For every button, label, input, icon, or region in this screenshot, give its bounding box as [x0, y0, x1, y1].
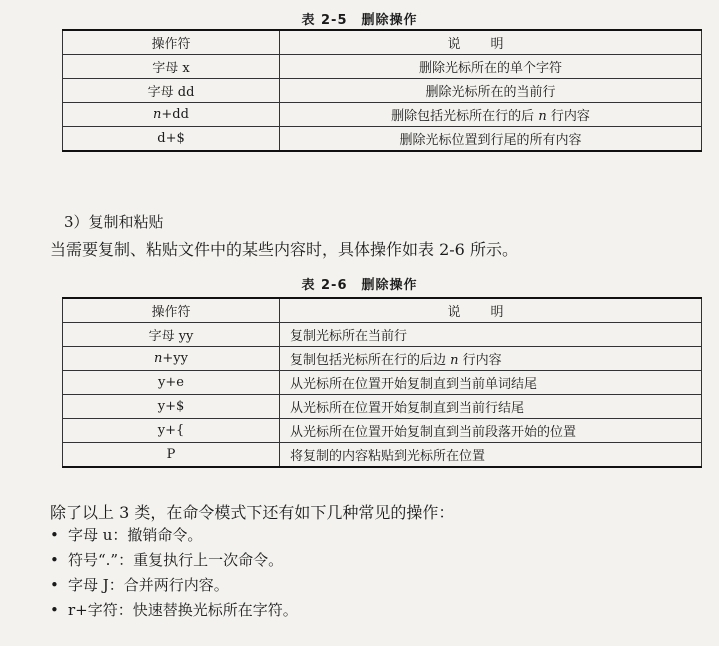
table-row [63, 323, 702, 347]
operator-cell [63, 55, 280, 79]
table-row [63, 443, 702, 468]
list-item [50, 598, 298, 623]
caption-title: 删除操作 [361, 13, 418, 28]
operations-list [50, 523, 298, 623]
list-item [50, 573, 298, 598]
operator-text: 字母 x [152, 61, 190, 76]
section-heading: 3）复制和粘贴 [64, 213, 164, 231]
list-item [50, 523, 298, 548]
table-row [63, 347, 702, 371]
operator-cell [63, 127, 280, 152]
header-description: 说明 [280, 298, 702, 323]
header-operator: 操作符 [63, 30, 280, 55]
delete-operations-table [62, 29, 702, 152]
description-text: 从光标所在位置开始复制直到当前单词结尾 [290, 377, 538, 392]
list-item-text: 符号“.”：重复执行上一次命令。 [68, 551, 284, 569]
operator-text: y+$ [157, 399, 185, 414]
operator-cell [63, 79, 280, 103]
table-row [63, 395, 702, 419]
table-row [63, 127, 702, 152]
table-row [63, 79, 702, 103]
list-item-text: r+字符：快速替换光标所在字符。 [68, 601, 298, 619]
operator-cell [63, 419, 280, 443]
description-text: 从光标所在位置开始复制直到当前行结尾 [290, 401, 525, 416]
operator-text: 字母 yy [148, 329, 194, 344]
operator-suffix: +dd [161, 107, 189, 122]
table-row [63, 55, 702, 79]
description-variable: n [538, 109, 547, 124]
caption-number: 表 2-5 [301, 13, 348, 28]
outro-paragraph: 除了以上 3 类，在命令模式下还有如下几种常见的操作： [50, 503, 455, 522]
operator-text: 字母 dd [147, 85, 195, 100]
description-cell [280, 103, 702, 127]
operator-cell [63, 443, 280, 468]
operator-cell [63, 371, 280, 395]
description-cell [280, 347, 702, 371]
description-text: 从光标所在位置开始复制直到当前段落开始的位置 [290, 425, 577, 440]
description-variable: n [450, 353, 459, 368]
bullet-icon: • [50, 551, 59, 569]
header-description: 说明 [280, 30, 702, 55]
operator-suffix: +yy [162, 351, 188, 366]
operator-cell [63, 323, 280, 347]
table-row [63, 103, 702, 127]
description-suffix: 行内容 [458, 353, 502, 368]
operator-variable: n [153, 107, 162, 122]
operator-text: y+{ [157, 423, 185, 438]
description-cell [280, 127, 702, 152]
operator-variable: n [154, 351, 163, 366]
operator-cell [63, 395, 280, 419]
description-text: 复制光标所在当前行 [290, 329, 408, 344]
table-row [63, 371, 702, 395]
description-cell [280, 443, 702, 468]
operator-cell [63, 103, 280, 127]
operator-text: d+$ [157, 131, 185, 146]
copy-paste-operations-table [62, 297, 702, 468]
description-cell [280, 395, 702, 419]
description-text: 删除光标位置到行尾的所有内容 [399, 133, 582, 148]
description-text: 删除光标所在的当前行 [425, 85, 556, 100]
description-cell [280, 55, 702, 79]
description-text: 删除光标所在的单个字符 [418, 61, 562, 76]
list-item-text: 字母 J：合并两行内容。 [68, 576, 229, 594]
caption-number: 表 2-6 [301, 278, 348, 293]
list-item [50, 548, 298, 573]
description-cell [280, 371, 702, 395]
header-operator: 操作符 [63, 298, 280, 323]
bullet-icon: • [50, 601, 59, 619]
caption-title: 删除操作 [361, 278, 418, 293]
description-cell [280, 419, 702, 443]
table-header-row [63, 298, 702, 323]
bullet-icon: • [50, 526, 59, 544]
description-cell [280, 323, 702, 347]
operator-cell [63, 347, 280, 371]
description-text: 复制包括光标所在行的后边 [290, 353, 451, 368]
description-suffix: 行内容 [546, 109, 590, 124]
description-text: 将复制的内容粘贴到光标所在位置 [290, 449, 486, 464]
section-intro: 当需要复制、粘贴文件中的某些内容时，具体操作如表 2-6 所示。 [50, 240, 518, 259]
description-cell [280, 79, 702, 103]
table-row [63, 419, 702, 443]
list-item-text: 字母 u：撤销命令。 [68, 526, 203, 544]
table-2-6-caption [0, 274, 719, 293]
operator-text: y+e [158, 375, 184, 390]
operator-text: P [166, 447, 176, 462]
table-2-5-caption [0, 9, 719, 28]
table-header-row [63, 30, 702, 55]
bullet-icon: • [50, 576, 59, 594]
description-text: 删除包括光标所在行的后 [391, 109, 539, 124]
